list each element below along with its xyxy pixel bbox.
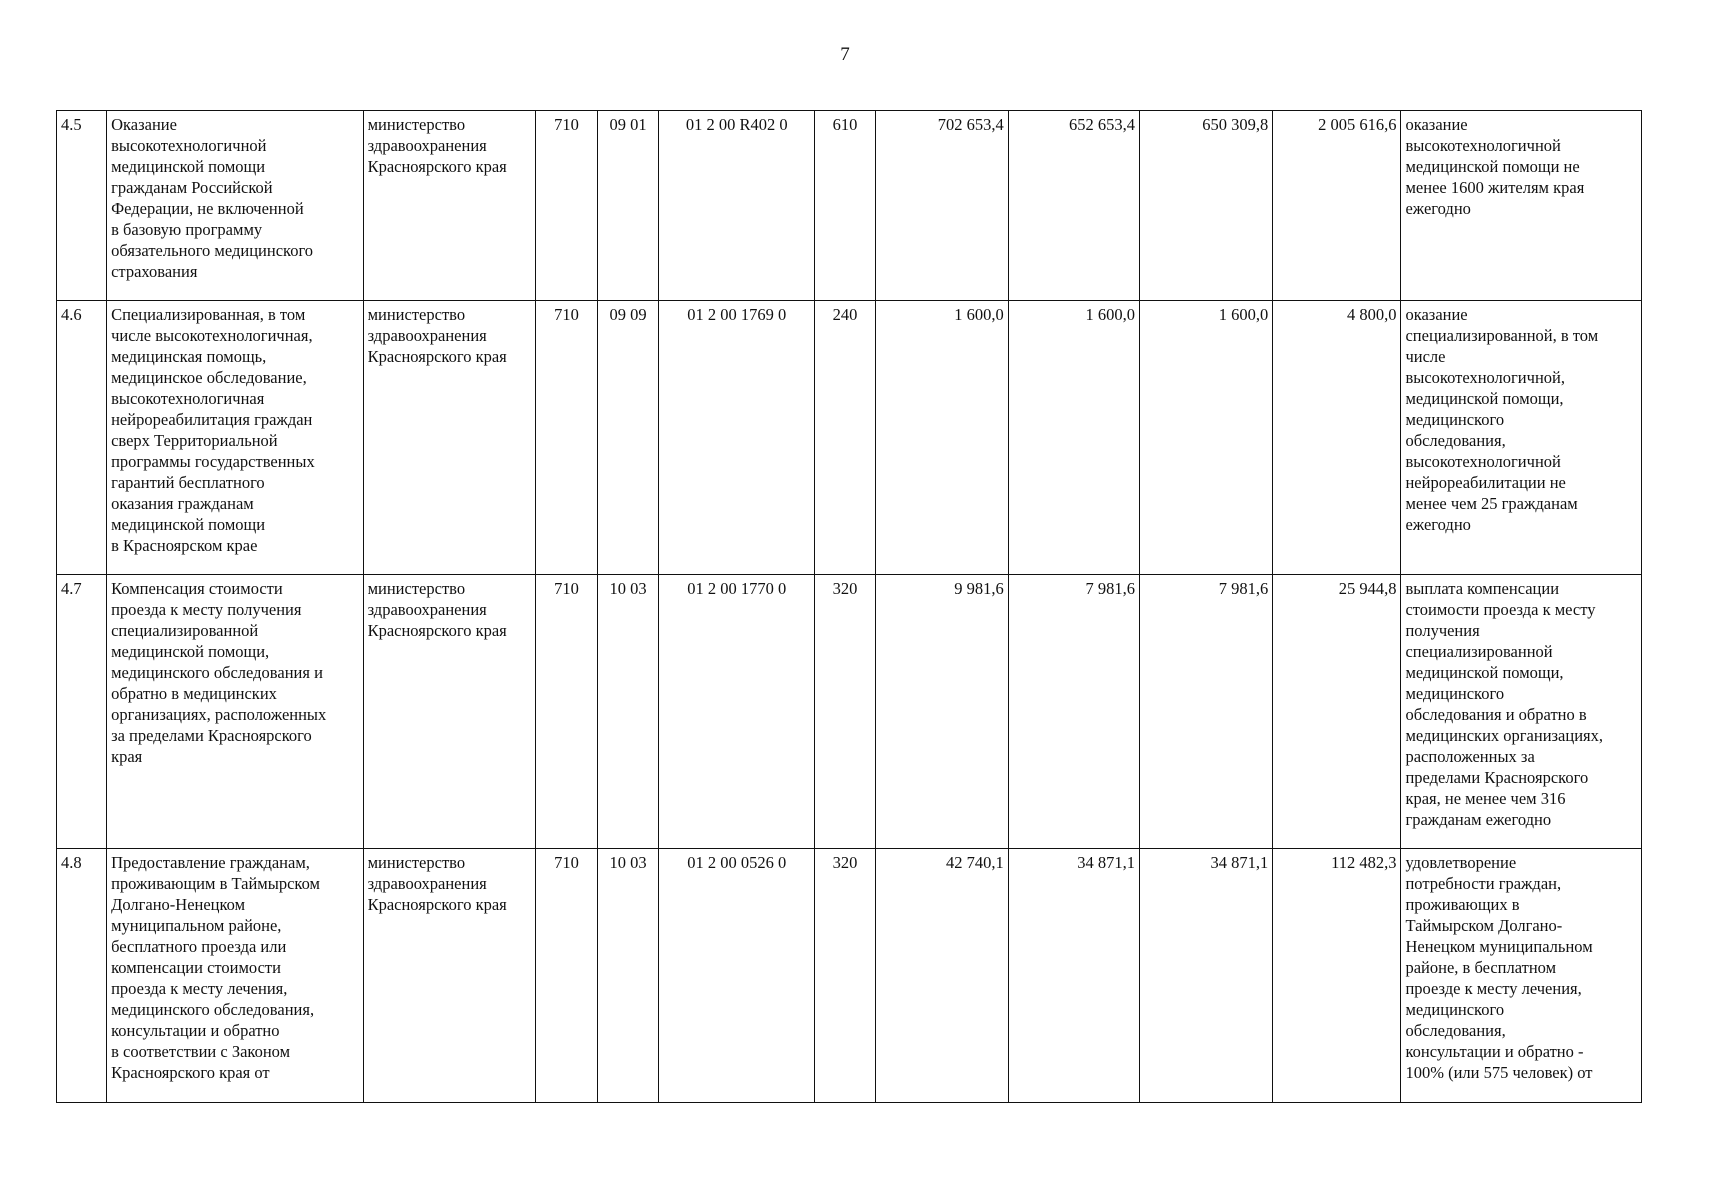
expected-result-cell — [1401, 111, 1642, 301]
executor-cell-line: Красноярского края — [367, 621, 507, 640]
expected-result-cell — [1401, 575, 1642, 849]
executor-cell-line: министерство — [367, 305, 466, 324]
measure-name-cell-line: сверх Территориальной — [111, 431, 278, 450]
expected-result-cell-line: обследования и обратно в — [1405, 705, 1587, 724]
table-row — [57, 111, 1642, 301]
csr-code-cell: 01 2 00 R402 0 — [659, 111, 815, 301]
expected-result-cell-line: менее 1600 жителям края — [1405, 178, 1585, 197]
grbs-code-cell: 710 — [535, 575, 597, 849]
year1-amount-cell: 1 600,0 — [875, 301, 1008, 575]
measure-name-cell-line: оказания гражданам — [111, 494, 254, 513]
measure-name-cell-line: нейрореабилитация граждан — [111, 410, 313, 429]
measure-name-cell-line: программы государственных — [111, 452, 315, 471]
expected-result-cell-line: выплата компенсации — [1405, 579, 1560, 598]
expected-result-cell — [1401, 849, 1642, 1103]
expected-result-cell-line: специализированной — [1405, 642, 1553, 661]
executor-cell-line: министерство — [367, 579, 466, 598]
executor-cell — [363, 575, 535, 849]
expected-result-cell-line: расположенных за — [1405, 747, 1535, 766]
measure-name-cell-line: Компенсация стоимости — [111, 579, 283, 598]
rzpr-code-cell: 10 03 — [598, 575, 659, 849]
expected-result-cell-line: нейрореабилитации не — [1405, 473, 1566, 492]
expected-result-cell — [1401, 301, 1642, 575]
expected-result-cell-line: высокотехнологичной — [1405, 452, 1561, 471]
measure-name-cell — [107, 575, 363, 849]
total-amount-cell: 4 800,0 — [1273, 301, 1401, 575]
measure-name-cell-line: медицинская помощь, — [111, 347, 267, 366]
measure-name-cell-line: обязательного медицинского — [111, 241, 314, 260]
expected-result-cell-line: удовлетворение — [1405, 853, 1517, 872]
csr-code-cell: 01 2 00 1769 0 — [659, 301, 815, 575]
executor-cell-line: здравоохранения — [367, 600, 487, 619]
table-row — [57, 575, 1642, 849]
expected-result-cell-line: оказание — [1405, 115, 1468, 134]
table-body — [57, 111, 1642, 1103]
measure-name-cell-line: медицинского обследования и — [111, 663, 323, 682]
measure-name-cell-line: консультации и обратно — [111, 1021, 280, 1040]
expected-result-cell-line: менее чем 25 гражданам — [1405, 494, 1578, 513]
measure-name-cell-line: числе высокотехнологичная, — [111, 326, 313, 345]
executor-cell-line: министерство — [367, 853, 466, 872]
expected-result-cell-line: медицинского — [1405, 684, 1505, 703]
executor-cell — [363, 301, 535, 575]
row-index-cell: 4.5 — [57, 111, 107, 301]
year2-amount-cell: 34 871,1 — [1008, 849, 1139, 1103]
measure-name-cell — [107, 301, 363, 575]
expected-result-cell-line: медицинского — [1405, 410, 1505, 429]
table-row — [57, 849, 1642, 1103]
total-amount-cell: 25 944,8 — [1273, 575, 1401, 849]
vr-code-cell: 320 — [815, 849, 875, 1103]
expected-result-cell-line: медицинской помощи, — [1405, 663, 1564, 682]
expected-result-cell-line: консультации и обратно - — [1405, 1042, 1584, 1061]
executor-cell-line: здравоохранения — [367, 136, 487, 155]
rzpr-code-cell: 10 03 — [598, 849, 659, 1103]
measure-name-cell-line: Федерации, не включенной — [111, 199, 304, 218]
executor-cell-line: Красноярского края — [367, 157, 507, 176]
row-index-cell: 4.7 — [57, 575, 107, 849]
executor-cell-line: Красноярского края — [367, 347, 507, 366]
measure-name-cell-line: гарантий бесплатного — [111, 473, 265, 492]
measure-name-cell-line: края — [111, 747, 143, 766]
measure-name-cell-line: гражданам Российской — [111, 178, 273, 197]
executor-cell-line: здравоохранения — [367, 326, 487, 345]
measure-name-cell — [107, 111, 363, 301]
measure-name-cell-line: проезда к месту получения — [111, 600, 302, 619]
measure-name-cell-line: бесплатного проезда или — [111, 937, 287, 956]
measure-name-cell-line: Специализированная, в том — [111, 305, 306, 324]
measure-name-cell — [107, 849, 363, 1103]
year1-amount-cell: 42 740,1 — [875, 849, 1008, 1103]
expected-result-cell-line: обследования, — [1405, 1021, 1506, 1040]
year2-amount-cell: 7 981,6 — [1008, 575, 1139, 849]
measure-name-cell-line: проживающим в Таймырском — [111, 874, 320, 893]
measure-name-cell-line: специализированной — [111, 621, 259, 640]
expected-result-cell-line: проезде к месту лечения, — [1405, 979, 1582, 998]
expected-result-cell-line: 100% (или 575 человек) от — [1405, 1063, 1593, 1082]
csr-code-cell: 01 2 00 0526 0 — [659, 849, 815, 1103]
year3-amount-cell: 7 981,6 — [1139, 575, 1272, 849]
executor-cell-line: Красноярского края — [367, 895, 507, 914]
expected-result-cell-line: районе, в бесплатном — [1405, 958, 1557, 977]
vr-code-cell: 240 — [815, 301, 875, 575]
row-index-cell: 4.8 — [57, 849, 107, 1103]
expected-result-cell-line: высокотехнологичной, — [1405, 368, 1565, 387]
year3-amount-cell: 650 309,8 — [1139, 111, 1272, 301]
expected-result-cell-line: стоимости проезда к месту — [1405, 600, 1596, 619]
expected-result-cell-line: оказание — [1405, 305, 1468, 324]
measure-name-cell-line: медицинской помощи, — [111, 642, 270, 661]
measure-name-cell-line: обратно в медицинских — [111, 684, 277, 703]
measure-name-cell-line: в базовую программу — [111, 220, 263, 239]
expected-result-cell-line: ежегодно — [1405, 515, 1471, 534]
measures-table — [56, 110, 1642, 1103]
csr-code-cell: 01 2 00 1770 0 — [659, 575, 815, 849]
measure-name-cell-line: медицинской помощи — [111, 157, 266, 176]
measure-name-cell-line: страхования — [111, 262, 198, 281]
executor-cell — [363, 111, 535, 301]
expected-result-cell-line: высокотехнологичной — [1405, 136, 1561, 155]
executor-cell-line: министерство — [367, 115, 466, 134]
table-row — [57, 301, 1642, 575]
year2-amount-cell: 652 653,4 — [1008, 111, 1139, 301]
expected-result-cell-line: ежегодно — [1405, 199, 1471, 218]
measure-name-cell-line: медицинской помощи — [111, 515, 266, 534]
expected-result-cell-line: проживающих в — [1405, 895, 1520, 914]
measure-name-cell-line: высокотехнологичная — [111, 389, 265, 408]
executor-cell-line: здравоохранения — [367, 874, 487, 893]
row-index-cell: 4.6 — [57, 301, 107, 575]
measure-name-cell-line: организациях, расположенных — [111, 705, 327, 724]
year2-amount-cell: 1 600,0 — [1008, 301, 1139, 575]
grbs-code-cell: 710 — [535, 301, 597, 575]
grbs-code-cell: 710 — [535, 849, 597, 1103]
expected-result-cell-line: медицинской помощи, — [1405, 389, 1564, 408]
measure-name-cell-line: Предоставление гражданам, — [111, 853, 310, 872]
executor-cell — [363, 849, 535, 1103]
year1-amount-cell: 9 981,6 — [875, 575, 1008, 849]
total-amount-cell: 2 005 616,6 — [1273, 111, 1401, 301]
expected-result-cell-line: получения — [1405, 621, 1480, 640]
measure-name-cell-line: высокотехнологичной — [111, 136, 267, 155]
expected-result-cell-line: специализированной, в том — [1405, 326, 1599, 345]
measure-name-cell-line: в соответствии с Законом — [111, 1042, 291, 1061]
measure-name-cell-line: в Красноярском крае — [111, 536, 258, 555]
expected-result-cell-line: медицинской помощи не — [1405, 157, 1580, 176]
measure-name-cell-line: за пределами Красноярского — [111, 726, 312, 745]
vr-code-cell: 320 — [815, 575, 875, 849]
expected-result-cell-line: потребности граждан, — [1405, 874, 1562, 893]
page-number: 7 — [840, 44, 850, 65]
measure-name-cell-line: проезда к месту лечения, — [111, 979, 288, 998]
measure-name-cell-line: Красноярского края от — [111, 1063, 270, 1082]
year3-amount-cell: 1 600,0 — [1139, 301, 1272, 575]
expected-result-cell-line: Ненецком муниципальном — [1405, 937, 1593, 956]
grbs-code-cell: 710 — [535, 111, 597, 301]
measure-name-cell-line: компенсации стоимости — [111, 958, 281, 977]
expected-result-cell-line: пределами Красноярского — [1405, 768, 1589, 787]
expected-result-cell-line: гражданам ежегодно — [1405, 810, 1552, 829]
measure-name-cell-line: Долгано-Ненецком — [111, 895, 246, 914]
expected-result-cell-line: числе — [1405, 347, 1446, 366]
measure-name-cell-line: медицинское обследование, — [111, 368, 307, 387]
measure-name-cell-line: Оказание — [111, 115, 177, 134]
expected-result-cell-line: Таймырском Долгано- — [1405, 916, 1563, 935]
measure-name-cell-line: медицинского обследования, — [111, 1000, 315, 1019]
rzpr-code-cell: 09 09 — [598, 301, 659, 575]
expected-result-cell-line: медицинского — [1405, 1000, 1505, 1019]
expected-result-cell-line: медицинских организациях, — [1405, 726, 1603, 745]
expected-result-cell-line: обследования, — [1405, 431, 1506, 450]
vr-code-cell: 610 — [815, 111, 875, 301]
measure-name-cell-line: муниципальном районе, — [111, 916, 282, 935]
year1-amount-cell: 702 653,4 — [875, 111, 1008, 301]
expected-result-cell-line: края, не менее чем 316 — [1405, 789, 1566, 808]
year3-amount-cell: 34 871,1 — [1139, 849, 1272, 1103]
rzpr-code-cell: 09 01 — [598, 111, 659, 301]
total-amount-cell: 112 482,3 — [1273, 849, 1401, 1103]
